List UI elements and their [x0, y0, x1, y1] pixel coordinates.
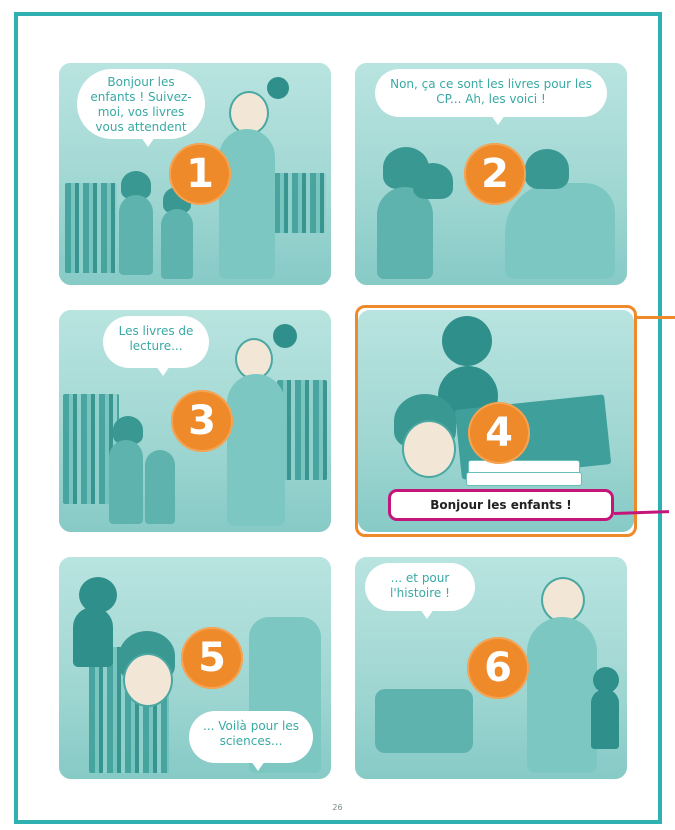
panel-number-badge: 2 [464, 143, 526, 205]
monkey-figure [273, 324, 297, 348]
monkey-figure [73, 607, 113, 667]
bookshelf [274, 173, 326, 233]
monkey-figure [591, 689, 619, 749]
annotation-label: Bonjour les enfants ! [388, 489, 614, 521]
teacher-figure [219, 129, 275, 279]
child-legs [375, 689, 473, 753]
panel-number-badge: 6 [467, 637, 529, 699]
speech-bubble: ... et pour l'histoire ! [365, 563, 475, 611]
page-number: 26 [332, 803, 343, 812]
child-figure [161, 209, 193, 279]
panel-number-badge: 1 [169, 143, 231, 205]
speech-bubble: Non, ça ce sont les livres pour les CP... Ah, les voici ! [375, 69, 607, 117]
speech-bubble: ... Voilà pour les sciences... [189, 711, 313, 763]
monkey-figure [267, 77, 289, 99]
speech-bubble: Bonjour les enfants ! Suivez-moi, vos livres vous attendent [77, 69, 205, 139]
child-figure [123, 653, 173, 707]
panel-number-badge: 4 [468, 402, 530, 464]
child-figure [413, 163, 453, 199]
panel-number-badge: 5 [181, 627, 243, 689]
teacher-figure [505, 183, 615, 279]
comic-panel-3 [59, 310, 331, 532]
teacher-figure [227, 374, 285, 526]
child-figure [377, 187, 433, 279]
speech-bubble: Les livres de lecture... [103, 316, 209, 368]
panel-number-badge: 3 [171, 390, 233, 452]
child-figure [109, 440, 143, 524]
comic-panel-1 [59, 63, 331, 285]
comic-panel-2 [355, 63, 627, 285]
bookshelf [65, 183, 117, 273]
child-figure [119, 195, 153, 275]
comic-panel-5 [59, 557, 331, 779]
child-figure [145, 450, 175, 524]
highlight-connector [635, 316, 675, 319]
teacher-figure [525, 149, 569, 189]
teacher-figure [527, 617, 597, 773]
comic-panel-6 [355, 557, 627, 779]
